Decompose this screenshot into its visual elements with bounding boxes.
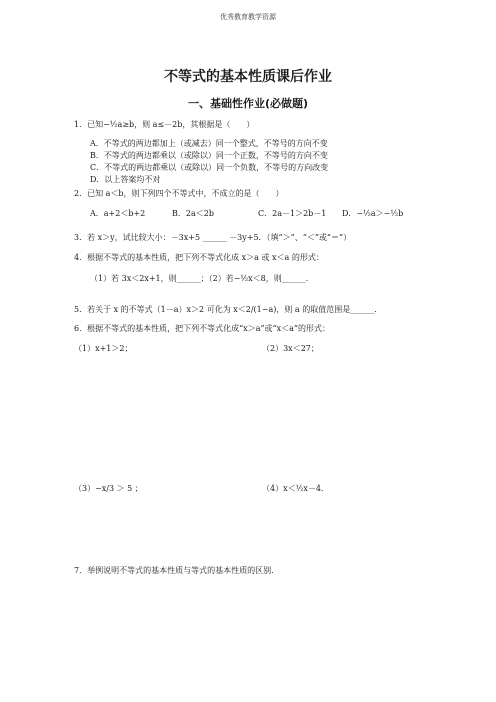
question-3: 3．若 x＞y，试比较大小：－3x+5 ______ －3y+5．（填“＞”、“＜”或“＝”） xyxy=(74,233,352,242)
page-title: 不等式的基本性质课后作业 xyxy=(164,69,332,85)
page-header: 优秀教育教学资源 xyxy=(220,13,276,21)
question-1: 1．已知−½a≥b，则 a≤－2b，其根据是（ ） xyxy=(74,120,255,129)
question-2: 2．已知 a＜b，则下列四个不等式中，不成立的是（ ） xyxy=(74,189,284,198)
question-6-part-4: （4）x＜½x－4． xyxy=(262,484,329,493)
question-2-option-a: A．a+2＜b+2 xyxy=(90,209,146,218)
question-6-part-2: （2）3x＜27； xyxy=(262,344,319,353)
question-1-option-c: C．不等式的两边都乘以（或除以）同一个负数，不等号的方向改变 xyxy=(90,163,329,172)
question-5: 5．若关于 x 的不等式（1－a）x＞2 可化为 x＜2/(1−a)，则 a 的取值范围是______． xyxy=(74,305,383,314)
question-6-part-1: （1）x+1＞2； xyxy=(74,344,133,353)
question-1-option-a: A．不等式的两边都加上（或减去）同一个整式，不等号的方向不变 xyxy=(90,139,328,148)
question-2-option-b: B．2a＜2b xyxy=(172,209,214,218)
question-7: 7．举例说明不等式的基本性质与等式的基本性质的区别. xyxy=(74,566,274,575)
question-6-part-3: （3）−x/3 ＞ 5 ； xyxy=(74,484,143,493)
question-2-option-d: D．−½a＞−½b xyxy=(342,209,404,218)
question-4: 4．根据不等式的基本性质，把下列不等式化成 x＞a 或 x＜a 的形式： xyxy=(74,253,324,262)
question-1-option-d: D．以上答案均不对 xyxy=(90,175,161,184)
question-2-option-c: C．2a－1＞2b－1 xyxy=(258,209,327,218)
question-4-parts: （1）若 3x＜2x+1，则______；（2）若−½x＜8，则______． xyxy=(90,274,314,283)
section-subtitle: 一、基础性作业(必做题) xyxy=(187,97,309,110)
question-6: 6．根据不等式的基本性质，把下列不等式化成“x＞a”或“x＜a”的形式： xyxy=(74,324,331,333)
question-1-option-b: B．不等式的两边都乘以（或除以）同一个正数，不等号的方向不变 xyxy=(90,151,328,160)
